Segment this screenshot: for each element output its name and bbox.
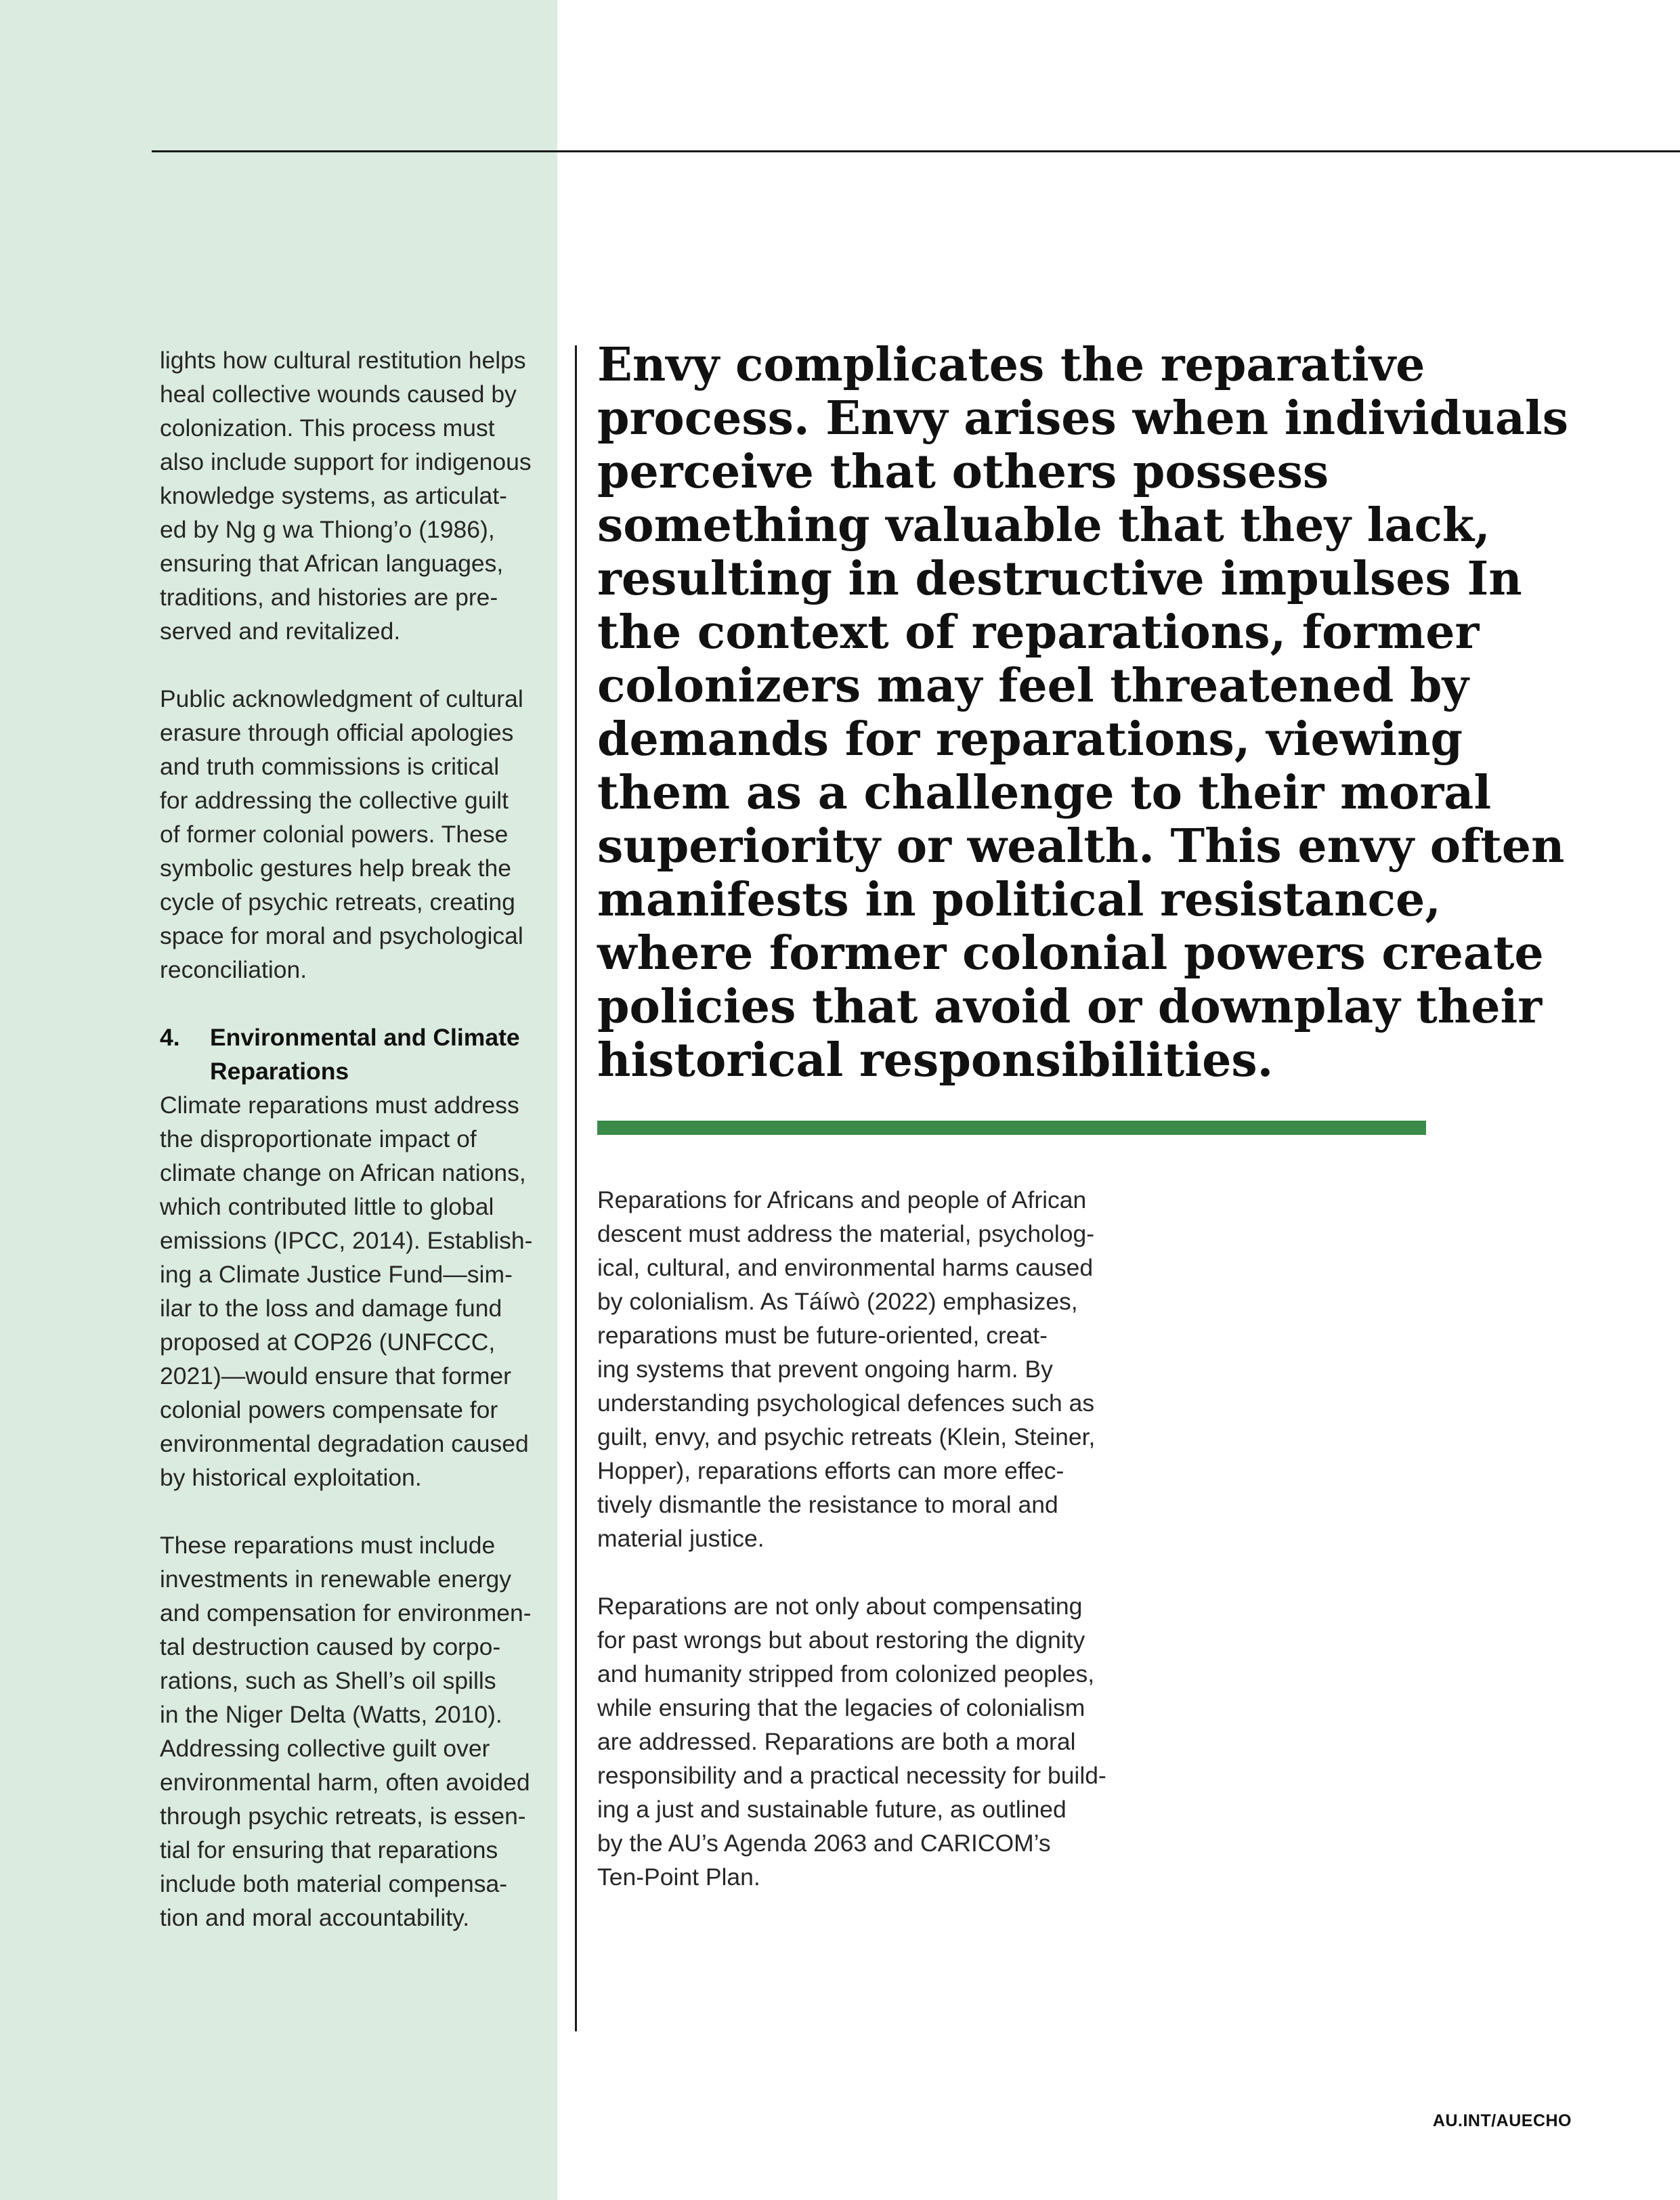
- text-line: ing a Climate Justice Fund—sim-: [160, 1261, 513, 1288]
- text-line: include both material compensa-: [160, 1870, 508, 1897]
- text-line: ing systems that prevent ongoing harm. By: [597, 1356, 1053, 1383]
- text-line: guilt, envy, and psychic retreats (Klein, Steiner,: [597, 1423, 1096, 1450]
- text-line: tal destruction caused by corpo-: [160, 1633, 501, 1660]
- text-line: knowledge systems, as articulat-: [160, 482, 507, 509]
- text-line: descent must address the material, psycholog-: [597, 1220, 1095, 1247]
- pull-quote-line: the context of reparations, former: [597, 605, 1480, 660]
- text-line: These reparations must include: [160, 1532, 496, 1559]
- text-line: in the Niger Delta (Watts, 2010).: [160, 1701, 502, 1728]
- right-column: [597, 1183, 1153, 1928]
- section-paragraph-2: [160, 1528, 556, 1935]
- text-line: traditions, and histories are pre-: [160, 584, 498, 611]
- text-line: material justice.: [597, 1525, 764, 1552]
- text-line: colonial powers compensate for: [160, 1396, 498, 1423]
- text-line: ensuring that African languages,: [160, 550, 504, 577]
- text-line: and truth commissions is critical: [160, 753, 500, 780]
- right-paragraph-1: [597, 1183, 1153, 1555]
- text-line: understanding psychological defences such as: [597, 1389, 1095, 1417]
- section-number: 4.: [160, 1024, 180, 1051]
- pull-quote-line: superiority or wealth. This envy often: [597, 819, 1565, 873]
- text-line: rations, such as Shell’s oil spills: [160, 1667, 496, 1694]
- text-line: which contributed little to global: [160, 1193, 494, 1220]
- text-line: of former colonial powers. These: [160, 821, 509, 848]
- text-line: erasure through official apologies: [160, 719, 514, 746]
- pull-quote-line: manifests in political resistance,: [597, 873, 1441, 927]
- text-line: also include support for indigenous: [160, 448, 532, 475]
- pull-quote-line: where former colonial powers create: [597, 926, 1544, 980]
- text-line: symbolic gestures help break the: [160, 855, 511, 882]
- text-line: Addressing collective guilt over: [160, 1735, 490, 1762]
- text-line: served and revitalized.: [160, 618, 401, 645]
- left-paragraph-1: [160, 343, 556, 648]
- column-divider: [575, 345, 577, 2031]
- pull-quote-line: them as a challenge to their moral: [597, 766, 1492, 820]
- top-rule: [152, 150, 1680, 152]
- text-line: reparations must be future-oriented, creat-: [597, 1322, 1048, 1349]
- text-line: through psychic retreats, is essen-: [160, 1803, 526, 1830]
- text-line: lights how cultural restitution helps: [160, 347, 526, 374]
- text-line: Reparations are not only about compensating: [597, 1593, 1083, 1620]
- text-line: colonization. This process must: [160, 414, 495, 441]
- text-line: investments in renewable energy: [160, 1566, 511, 1593]
- text-line: Public acknowledgment of cultural: [160, 685, 523, 712]
- left-column: [160, 343, 556, 1968]
- pull-quote-line: policies that avoid or downplay their: [597, 980, 1543, 1034]
- text-line: while ensuring that the legacies of colonialism: [597, 1694, 1085, 1721]
- text-line: ilar to the loss and damage fund: [160, 1295, 502, 1322]
- text-line: responsibility and a practical necessity for build-: [597, 1762, 1106, 1789]
- accent-bar: [597, 1121, 1426, 1135]
- section-title-line-2: Reparations: [210, 1058, 349, 1085]
- text-line: Ten-Point Plan.: [597, 1863, 760, 1891]
- text-line: space for moral and psychological: [160, 922, 523, 949]
- pull-quote: [597, 338, 1569, 1087]
- text-line: proposed at COP26 (UNFCCC,: [160, 1329, 496, 1356]
- text-line: Hopper), reparations efforts can more effec-: [597, 1457, 1064, 1484]
- text-line: by colonialism. As Táíwò (2022) emphasizes,: [597, 1288, 1078, 1315]
- text-line: heal collective wounds caused by: [160, 381, 517, 408]
- text-line: for addressing the collective guilt: [160, 787, 509, 814]
- footer-url-link[interactable]: AU.INT/AUECHO: [1432, 2111, 1572, 2130]
- text-line: climate change on African nations,: [160, 1159, 526, 1186]
- text-line: cycle of psychic retreats, creating: [160, 888, 515, 915]
- section-heading: [160, 1020, 556, 1088]
- section-title-line-1: Environmental and Climate: [210, 1024, 520, 1051]
- text-line: and humanity stripped from colonized peoples,: [597, 1660, 1095, 1687]
- text-line: the disproportionate impact of: [160, 1125, 477, 1152]
- pull-quote-line: something valuable that they lack,: [597, 498, 1490, 553]
- text-line: environmental degradation caused: [160, 1430, 529, 1457]
- text-line: for past wrongs but about restoring the dignity: [597, 1626, 1085, 1654]
- text-line: are addressed. Reparations are both a moral: [597, 1728, 1076, 1755]
- text-line: by the AU’s Agenda 2063 and CARICOM’s: [597, 1830, 1051, 1857]
- text-line: 2021)—would ensure that former: [160, 1362, 511, 1389]
- section-paragraph-1: [160, 1088, 556, 1494]
- text-line: environmental harm, often avoided: [160, 1769, 530, 1796]
- right-paragraph-2: [597, 1589, 1153, 1894]
- pull-quote-line: resulting in destructive impulses In: [597, 552, 1522, 606]
- pull-quote-line: Envy complicates the reparative: [597, 338, 1425, 392]
- text-line: tion and moral accountability.: [160, 1904, 470, 1931]
- pull-quote-line: demands for reparations, viewing: [597, 712, 1463, 767]
- text-line: reconciliation.: [160, 956, 307, 983]
- text-line: Reparations for Africans and people of African: [597, 1186, 1087, 1213]
- text-line: and compensation for environmen-: [160, 1599, 532, 1626]
- pull-quote-line: historical responsibilities.: [597, 1033, 1274, 1087]
- text-line: emissions (IPCC, 2014). Establish-: [160, 1227, 533, 1254]
- text-line: by historical exploitation.: [160, 1464, 422, 1491]
- left-paragraph-2: [160, 682, 556, 987]
- text-line: tively dismantle the resistance to moral and: [597, 1491, 1058, 1518]
- text-line: tial for ensuring that reparations: [160, 1836, 498, 1863]
- text-line: ing a just and sustainable future, as outlined: [597, 1796, 1067, 1823]
- text-line: ical, cultural, and environmental harms caused: [597, 1254, 1094, 1281]
- pull-quote-line: colonizers may feel threatened by: [597, 659, 1469, 713]
- text-line: Climate reparations must address: [160, 1092, 519, 1119]
- pull-quote-line: process. Envy arises when individuals: [597, 391, 1569, 446]
- text-line: ed by Ng g wa Thiong’o (1986),: [160, 516, 495, 543]
- pull-quote-line: perceive that others possess: [597, 445, 1329, 499]
